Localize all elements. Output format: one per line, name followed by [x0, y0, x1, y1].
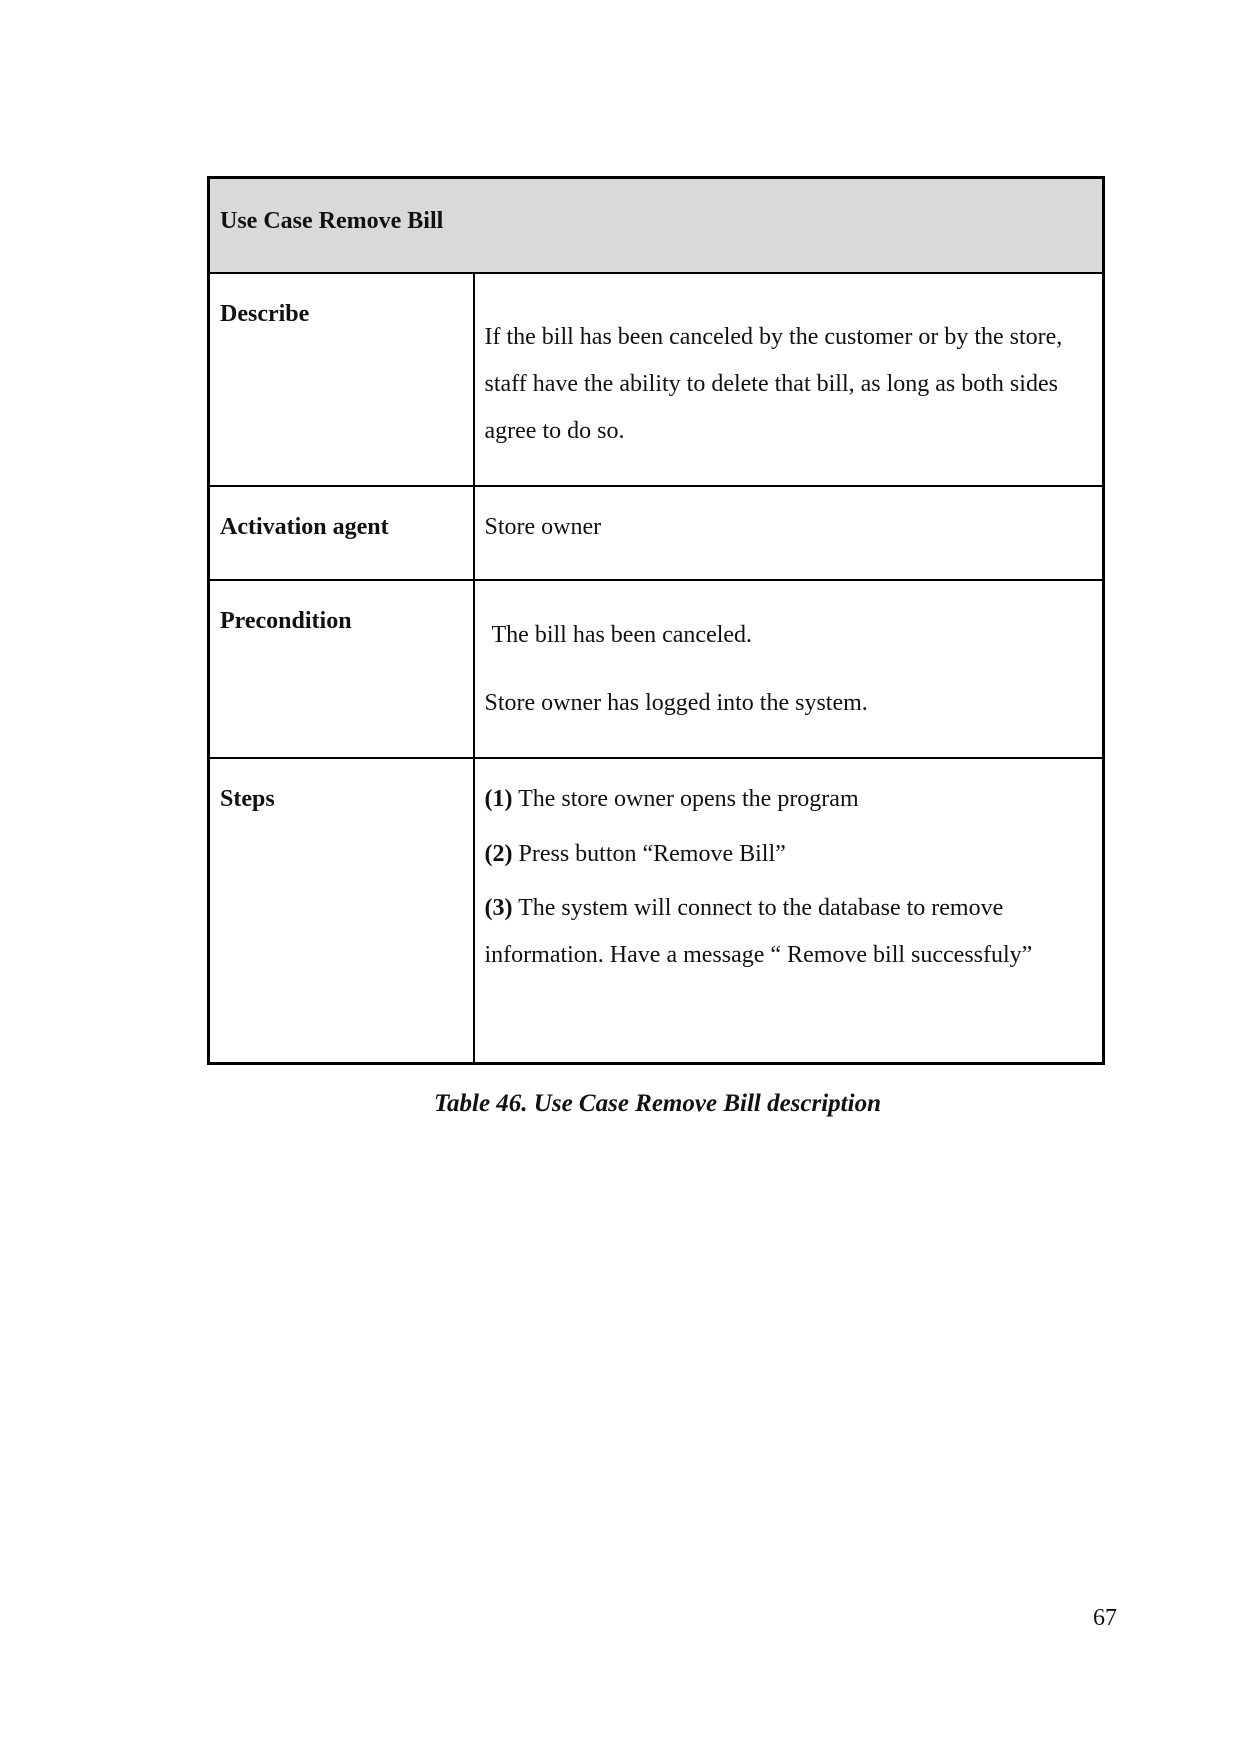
steps-value-cell [474, 758, 1104, 1064]
describe-value-cell [474, 273, 1104, 486]
use-case-table [207, 176, 1105, 1065]
table-row-describe [209, 273, 1104, 486]
table-row-precondition [209, 580, 1104, 758]
steps-label: Steps [209, 758, 474, 1064]
table-caption: Table 46. Use Case Remove Bill description [434, 1090, 881, 1117]
step-item-3 [485, 885, 1093, 979]
precondition-line-2: Store owner has logged into the system. [484, 689, 868, 716]
step-text-3: The system will connect to the database to remove information. Have a message “ Remove bill successfuly” [484, 894, 1033, 968]
step-number-2: (2) [484, 840, 513, 867]
table-row-activation-agent [209, 486, 1104, 580]
precondition-value-cell [474, 580, 1104, 758]
step-item-2 [485, 842, 1093, 866]
activation-agent-value: Store owner [474, 486, 1104, 580]
precondition-label: Precondition [209, 580, 474, 758]
table-header-row [209, 178, 1104, 273]
step-item-1 [485, 787, 1093, 811]
table-row-steps [209, 758, 1104, 1064]
activation-agent-label: Activation agent [209, 486, 474, 580]
describe-label: Describe [209, 273, 474, 486]
table-header-title: Use Case Remove Bill [209, 178, 1104, 273]
step-number-1: (1) [484, 785, 513, 812]
step-text-1: The store owner opens the program [518, 785, 859, 812]
step-number-3: (3) [484, 894, 513, 921]
precondition-line-1: The bill has been canceled. [491, 621, 753, 648]
step-text-2: Press button “Remove Bill” [518, 840, 786, 867]
describe-text: If the bill has been canceled by the customer or by the store, staff have the ability to delete that bill, as long as both sides agree to do so. [484, 323, 1063, 444]
page-number: 67 [1093, 1605, 1117, 1631]
